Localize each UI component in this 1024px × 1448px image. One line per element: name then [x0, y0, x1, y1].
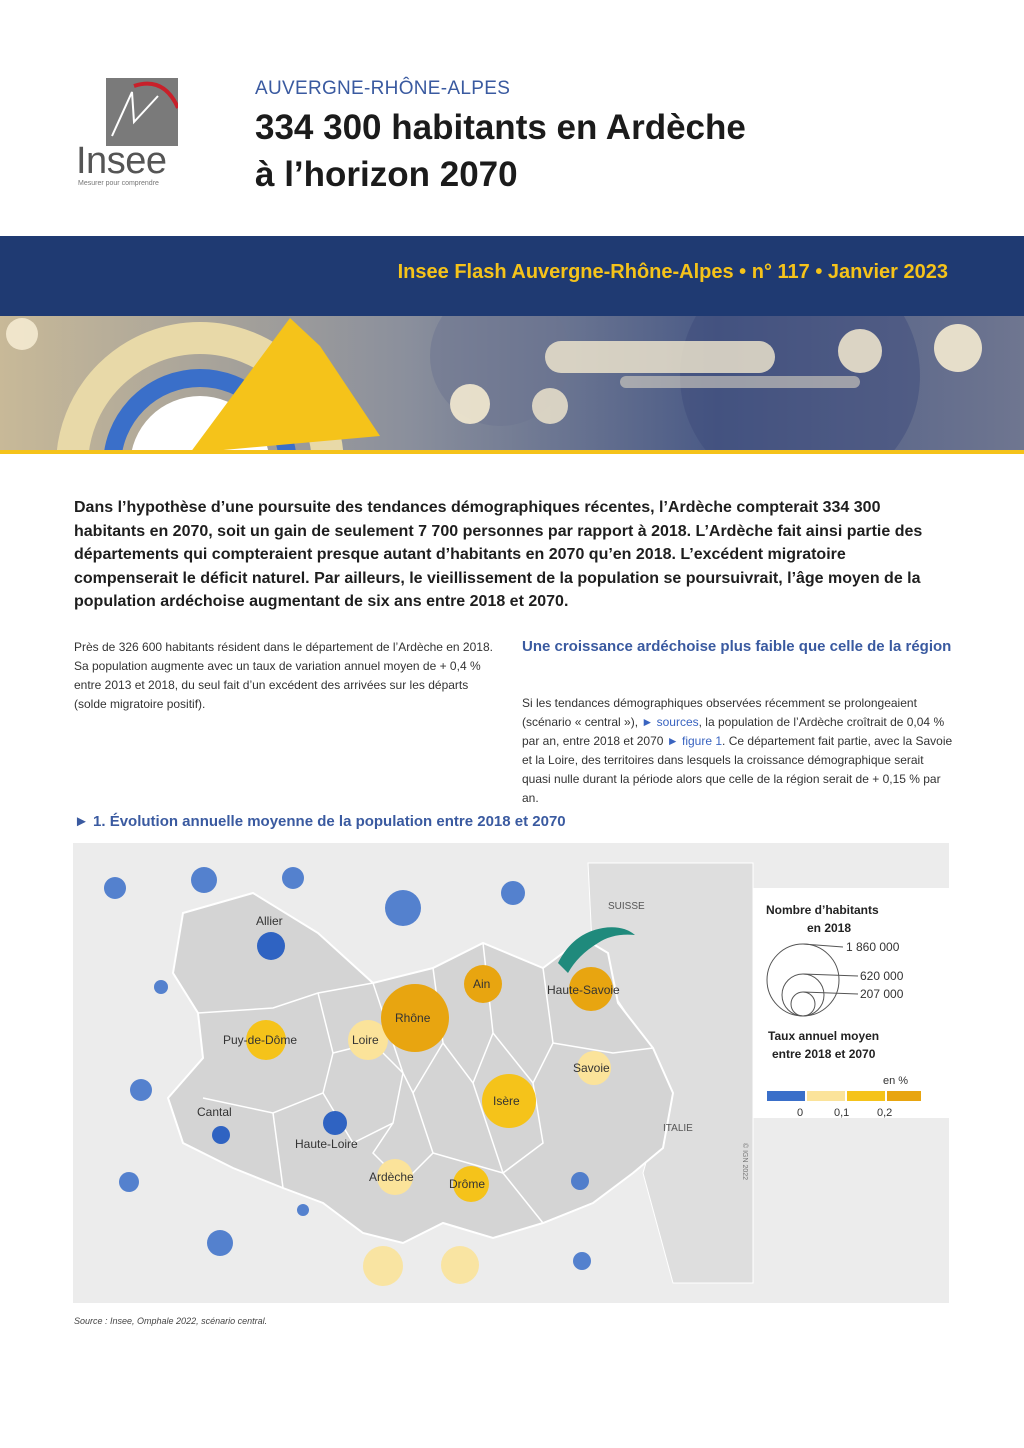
dept-label-ain: Ain	[473, 977, 491, 991]
section-heading: Une croissance ardéchoise plus faible que celle de la région	[522, 638, 952, 655]
legend-break-2: 0,1	[834, 1107, 850, 1119]
figure-title: ► 1. Évolution annuelle moyenne de la population entre 2018 et 2070	[74, 813, 566, 830]
section-paragraph	[522, 694, 954, 808]
country-italie: ITALIE	[663, 1123, 693, 1134]
section-text-1: Si les tendances démographiques observées récemment se prolongeaient (scénario « central »),	[522, 696, 917, 729]
title-line-1: 334 300 habitants en Ardèche	[255, 108, 746, 147]
lead-paragraph: Dans l’hypothèse d’une poursuite des tendances démographiques récentes, l’Ardèche compterait 334 300 habitants en 2070, soit un gain de seulement 7 700 personnes par rapport à 2018. L’Ardèche fait ainsi partie des départements qui compteraient presque autant d’habitants en 2070 qu’en 2018. L’excédent migratoire compenserait le déficit naturel. Par ailleurs, le vieillissement de la population se poursuivrait, l’âge moyen de la population ardéchoise augmentant de six ans entre 2018 et 2070.	[74, 499, 923, 610]
dept-label-haute-savoie: Haute-Savoie	[547, 983, 620, 997]
legend-size-value-3: 207 000	[860, 987, 904, 1001]
legend-swatch-1	[767, 1091, 805, 1101]
dept-label-savoie: Savoie	[573, 1061, 610, 1075]
legend-rate-title-1: Taux annuel moyen	[768, 1029, 880, 1043]
figure-1-link[interactable]: ► figure 1	[666, 734, 723, 748]
sources-link[interactable]: ► sources	[641, 715, 699, 729]
figure-source: Source : Insee, Omphale 2022, scénario central.	[74, 1316, 268, 1326]
dept-circle-haute-loire	[323, 1111, 347, 1135]
dept-circle-allier	[257, 932, 285, 960]
legend-size-value-1: 1 860 000	[846, 940, 900, 954]
dept-circle-cantal	[212, 1126, 230, 1144]
legend-break-3: 0,2	[877, 1107, 893, 1119]
issue-label: Insee Flash Auvergne-Rhône-Alpes • n° 117 • Janvier 2023	[397, 261, 948, 283]
legend-swatch-3	[847, 1091, 885, 1101]
legend-rate-unit: en %	[883, 1075, 909, 1087]
figure-map	[73, 843, 949, 1303]
map-legend	[753, 888, 949, 1119]
dept-label-puy-de-dome: Puy-de-Dôme	[223, 1033, 298, 1047]
dept-label-allier: Allier	[256, 914, 283, 928]
dept-label-rhone: Rhône	[395, 1011, 431, 1025]
left-paragraph: Près de 326 600 habitants résident dans le département de l’Ardèche en 2018. Sa population augmente avec un taux de variation annuel moyen de + 0,4 % entre 2013 et 2018, du seul fait d’un excédent des arrivées sur les départs (solde migratoire positif).	[74, 640, 493, 711]
legend-size-title-2: en 2018	[807, 921, 852, 935]
legend-rate-title-2: entre 2018 et 2070	[772, 1047, 876, 1061]
legend-break-1: 0	[797, 1107, 804, 1119]
insee-logo	[76, 78, 186, 193]
section-text-3: . Ce département fait partie, avec la Savoie et la Loire, des territoires dans lesquels la croissance démographique serait quasi nulle durant la période alors que celle de la région serait de + 0,15 % par an.	[522, 734, 953, 805]
legend-swatch-4	[887, 1091, 921, 1101]
dept-label-cantal: Cantal	[197, 1105, 232, 1119]
legend-size-title-1: Nombre d’habitants	[766, 903, 879, 917]
insee-logo-tagline: Mesurer pour comprendre	[78, 180, 159, 187]
dept-label-drome: Drôme	[449, 1177, 486, 1191]
insee-logo-word: Insee	[76, 140, 167, 182]
region-label: AUVERGNE-RHÔNE-ALPES	[255, 78, 511, 99]
section-text-2: , la population de l’Ardèche croîtrait de 0,04 % par an, entre 2018 et 2070	[522, 715, 945, 748]
dept-label-haute-loire: Haute-Loire	[295, 1137, 358, 1151]
legend-swatch-2	[807, 1091, 845, 1101]
dept-label-ardeche: Ardèche	[369, 1170, 414, 1184]
dept-label-loire: Loire	[352, 1033, 379, 1047]
country-suisse: SUISSE	[608, 901, 645, 912]
page-title	[255, 104, 875, 198]
dept-label-isere: Isère	[493, 1094, 520, 1108]
banner-graphic	[0, 316, 1024, 453]
legend-size-value-2: 620 000	[860, 969, 904, 983]
banner-underline	[0, 450, 1024, 454]
title-line-2: à l’horizon 2070	[255, 155, 518, 194]
issue-band	[0, 236, 1024, 316]
decorative-banner	[0, 316, 1024, 453]
map-svg	[73, 843, 949, 1303]
map-copyright: © IGN 2022	[741, 1143, 748, 1181]
insee-logo-mark	[106, 78, 178, 146]
